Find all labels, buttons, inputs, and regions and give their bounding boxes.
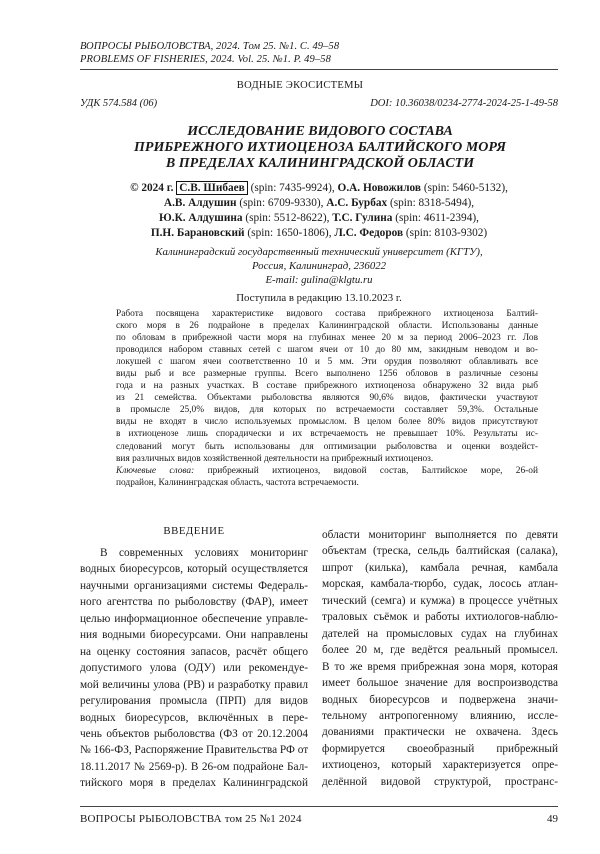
article-title (90, 124, 550, 172)
body-line: тический (семга) и кумжа) в процессе учётных (322, 594, 558, 607)
body-line: регулирования промысла (ПРП) для видов (80, 695, 308, 708)
author-name: П.Н. Барановский (150, 227, 245, 239)
abstract-line: вия различных видов хозяйственной деятельности на прибрежный ихтиоценоз. (116, 453, 434, 464)
author-line: Ю.К. Алдушина (spin: 5512-8622), Т.С. Гулина (spin: 4611-2394), (159, 212, 479, 224)
author-name: А.В. Алдушин (163, 197, 237, 209)
abstract-line: ского моря в 26 подрайоне в пределах Калининградской области. Использованы данные (116, 321, 538, 332)
copyright-year: © 2024 г. (130, 182, 174, 194)
footer-journal: ВОПРОСЫ РЫБОЛОВСТВА том 25 №1 2024 (80, 813, 302, 825)
author-spin: (spin: 5512-8622) (245, 212, 327, 224)
header-rule (80, 69, 558, 70)
body-line: ния водными биоресурсами. Они направлены (80, 629, 308, 642)
author-spin: (spin: 1650-1806) (247, 227, 329, 239)
introduction-heading: ВВЕДЕНИЕ (163, 525, 225, 537)
body-line: дованиями практически не охвачена. Здесь (322, 726, 558, 739)
title-line: В ПРЕДЕЛАХ КАЛИНИНГРАДСКОЙ ОБЛАСТИ (165, 156, 475, 171)
body-line: области мониторинг выполняется по девяти (322, 529, 558, 541)
keywords-text: прибрежный ихтиоценоз, видовой состав, Балтийское море, 26-ой (194, 465, 538, 476)
author-name: Т.С. Гулина (332, 212, 393, 224)
author-name: А.С. Бурбах (326, 197, 388, 209)
author-line: А.В. Алдушин (spin: 6709-9330), А.С. Бурбах (spin: 8318-5494), (163, 197, 475, 209)
title-line: ИССЛЕДОВАНИЕ ВИДОВОГО СОСТАВА (187, 124, 453, 139)
right-column-text (322, 527, 558, 790)
abstract-line: по обловам в прибрежной части моря на глубинах менее 20 м за период 2006–2023 гг. Лов (116, 333, 538, 344)
right-column (322, 527, 558, 790)
body-line: ихтиоценоз, который характеризуется опре- (322, 759, 558, 772)
left-column-text (80, 545, 308, 792)
body-line: В то же время прибрежная зона моря, которая (322, 660, 558, 673)
abstract-line: в промысле 25,0% видов, для которых по встречаемости составляет 59,3%. Остальные (116, 405, 538, 416)
author-spin: (spin: 8103-9302) (405, 227, 488, 239)
title-line: ПРИБРЕЖНОГО ИХТИОЦЕНОЗА БАЛТИЙСКОГО МОРЯ (134, 140, 506, 155)
body-line: мой величины улова (РВ) и разработку правил (80, 678, 308, 691)
body-line: траловых съёмок и работы ихтиологов-наблю- (322, 611, 558, 624)
body-line: ного агентства по рыболовству (ФАР), имеет (80, 596, 308, 609)
abstract-line: виды рыб и все размерные группы. Всего выполнено 1256 обловов в различные сезоны (116, 369, 538, 380)
body-line: формируется своеобразный прибрежный (322, 742, 558, 755)
abstract-line: из 21 семейства. Объектами рыболовства являются 90,6% видов, фактически участвуют (116, 393, 538, 404)
abstract-line: локушей с шагом ячеи соответственно 10 и 5 мм. Эти орудия позволяют облавливать все (116, 357, 538, 368)
author-line: П.Н. Барановский (spin: 1650-1806), Л.С. Федоров (spin: 8103-9302) (150, 227, 488, 239)
body-line: шпрот (килька), камбала речная, камбала (322, 561, 558, 574)
author-spin: (spin: 8318-5494) (389, 197, 472, 209)
doi-link[interactable]: DOI: 10.36038/0234-2774-2024-25-1-49-58 (370, 98, 558, 109)
keywords-line: подрайон, Калининградская область, частота встречаемости. (116, 477, 359, 488)
udk-code: УДК 574.584 (06) (80, 98, 158, 109)
author-name: О.А. Новожилов (337, 182, 421, 194)
body-line: целью информационное обеспечение управле- (80, 612, 308, 625)
body-line: на оценку состояния запасов, расчёт общего (80, 645, 308, 658)
author-line: © 2024 г. С.В. Шибаев (spin: 7435-9924), О.А. Новожилов (spin: 5460-5132), (130, 182, 508, 194)
body-line: более 20 м, где ведётся реальный промысел. (322, 644, 558, 657)
footer-rule (80, 806, 558, 807)
abstract-line: Работа посвящена характеристике видового состава прибрежного ихтиоценоза Балтий- (116, 309, 538, 319)
body-line: дателей на промысловых судах на глубинах (322, 627, 558, 640)
abstract-line: в ихтиоценозе лишь спорадически и их встречаемость не превышает 10%. Результаты ис- (116, 429, 538, 440)
keywords-line (116, 465, 538, 477)
affiliation (80, 245, 558, 287)
affiliation-line: Калининградский государственный технический университет (КГТУ), (155, 246, 483, 258)
email-link[interactable]: E-mail: gulina@klgtu.ru (265, 274, 373, 286)
abstract-line: следований могут быть использованы для оптимизации рыболовства и оценки воздейст- (116, 441, 538, 452)
received-date: Поступила в редакцию 13.10.2023 г. (236, 292, 402, 304)
left-column (80, 525, 308, 792)
body-line: делённой видовой структурой, пространс- (322, 775, 558, 788)
journal-header-en: PROBLEMS OF FISHERIES, 2024. Vol. 25. №1. P. 49–58 (80, 54, 331, 65)
body-line: водных биоресурсов и подвержена значи- (322, 693, 558, 706)
abstract-line: виды не входят в число используемых промыслом. В целом более 80% видов присутствуют (116, 417, 538, 428)
body-line: 18.11.2017 № 2569-р). В 26-ом подрайоне Бал- (80, 760, 308, 773)
journal-header (80, 40, 339, 66)
body-line: водных биоресурсов, включённых в пере- (80, 711, 308, 724)
body-line: научными организациями системы Федераль- (80, 579, 308, 592)
abstract-line: проводился набором ставных сетей с шагом ячеи от 10 до 80 мм, закидным неводом и во- (116, 345, 538, 356)
body-line: В современных условиях мониторинг (100, 547, 308, 559)
section-title: ВОДНЫЕ ЭКОСИСТЕМЫ (236, 80, 364, 91)
body-line: тийского моря в пределах Калининградской (80, 777, 308, 790)
journal-header-ru: ВОПРОСЫ РЫБОЛОВСТВА, 2024. Том 25. №1. С. 49–58 (80, 41, 340, 52)
body-line: № 166-ФЗ, Распоряжение Правительства РФ от (80, 744, 309, 757)
body-line: водных биоресурсов, который осуществляется (80, 563, 308, 576)
author-spin: (spin: 5460-5132) (423, 182, 506, 194)
affiliation-line: Россия, Калининград, 236022 (251, 260, 387, 272)
author-spin: (spin: 4611-2394) (395, 212, 477, 224)
page-number: 49 (547, 813, 558, 825)
body-line: объектам (треска, сельдь балтийская (салака), (322, 545, 558, 558)
author-name: Ю.К. Алдушина (159, 212, 243, 224)
body-line: морская, камбала-тюрбо, судак, лосось атлан- (322, 578, 558, 591)
body-line: допустимого улова (ОДУ) или рекомендуе- (80, 662, 308, 675)
keywords-label: Ключевые слова: (116, 465, 195, 476)
author-name: Л.С. Федоров (334, 227, 404, 239)
author-spin: (spin: 6709-9330) (239, 197, 321, 209)
abstract-line: года и на разных участках. В составе прибрежного ихтиоценоза обнаружено 32 вида рыб (116, 381, 538, 392)
author-name[interactable]: С.В. Шибаев (176, 181, 248, 195)
body-line: имеет большое значение для воспроизводства (322, 677, 558, 690)
author-list (80, 181, 558, 241)
body-line: тельному антропогенному влиянию, иссле- (322, 709, 558, 722)
body-line: чень объектов рыболовства (ФЗ от 20.12.2004 (80, 727, 308, 740)
author-spin: (spin: 7435-9924) (250, 182, 332, 194)
abstract (116, 308, 538, 489)
